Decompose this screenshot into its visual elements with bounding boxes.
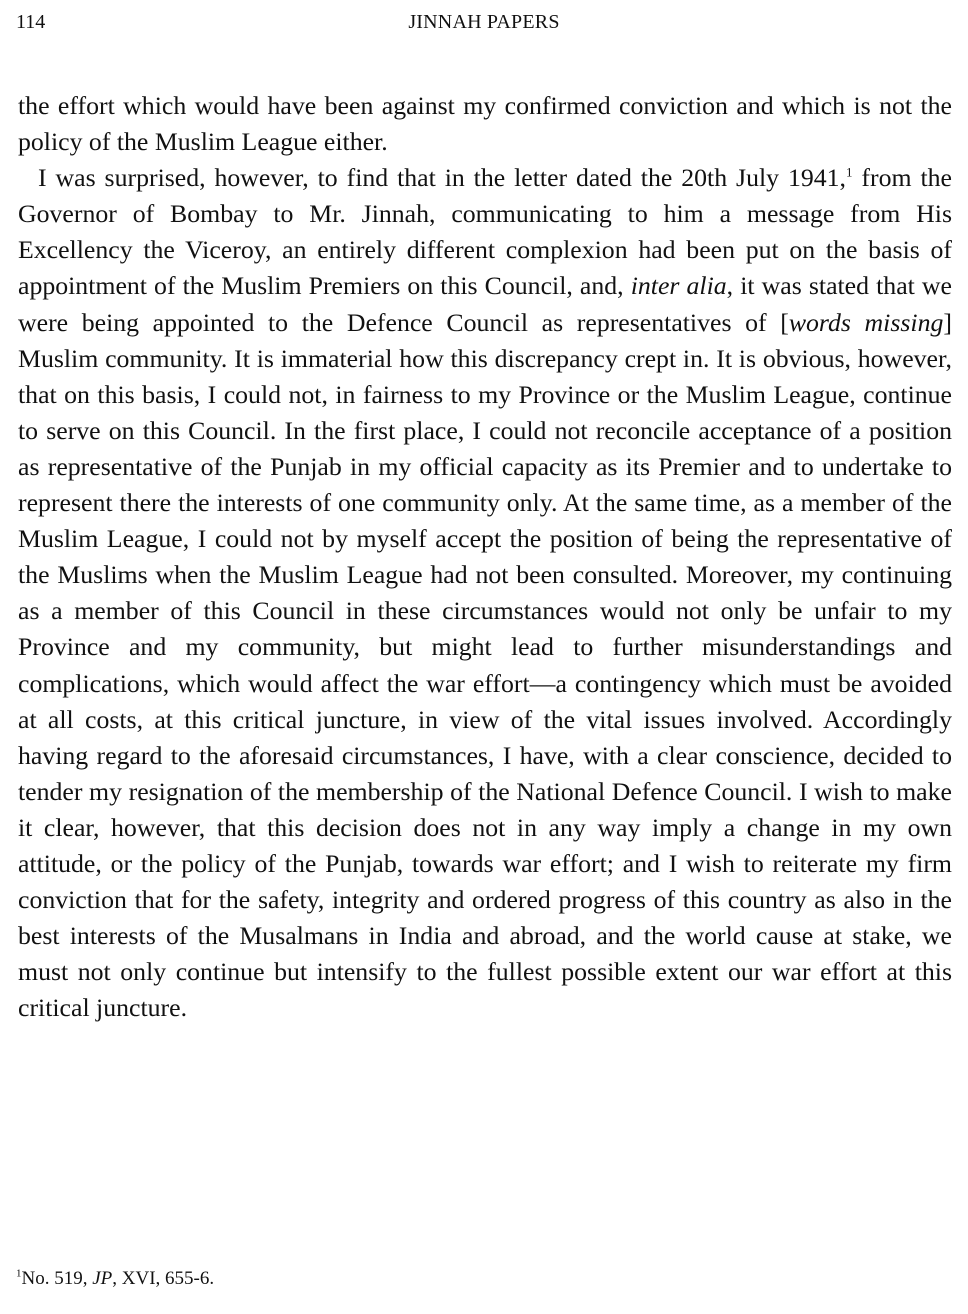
- footnote-reference[interactable]: 1: [846, 164, 853, 180]
- paragraph-text: I was surprised, however, to find that in the letter dated the 20th July 1941,: [38, 163, 846, 193]
- paragraph-text: ] Muslim community. It is immaterial how this discrepancy crept in. It is obvious, however, that on this basis, I could not, in fairness to my Province or the Muslim League, continue to serve on this Council. In the first place, I could not reconcile acceptance of a position as representative of the Punjab in my official capacity as its Premier and to undertake to represent there the interests of one community only. At the same time, as a member of the Muslim League, I could not by myself accept the position of being the representative of the Muslims when the Muslim League had not been consulted. Moreover, my continuing as a member of this Council in these circumstances would not only be unfair to my Province and my community, but might lead to further misunderstandings and complications, which would affect the war effort—a contingency which must be avoided at all costs, at this critical juncture, in view of the vital issues involved. Accordingly having regard to the aforesaid circumstances, I have, with a clear conscience, decided to tender my resignation of the membership of the National Defence Council. I wish to make it clear, however, that this decision does not in any way imply a change in my own attitude, or the policy of the Punjab, towards war effort; and I wish to reiterate my firm conviction that for the safety, integrity and ordered progress of this country as also in the best interests of the Musalmans in India and abroad, and the world cause at stake, we must not only continue but intensify to the fullest possible extent our war effort at this critical juncture.: [18, 307, 952, 1023]
- footnote-text: No. 519,: [21, 1268, 93, 1289]
- italic-phrase: words missing: [788, 307, 944, 337]
- paragraph-text: , it was stated that we were being appointed to the Defence Council as representatives of [: [18, 271, 952, 337]
- footnote-italic: JP: [92, 1268, 113, 1289]
- running-head: [16, 8, 952, 36]
- footnote-marker: 1: [16, 1267, 22, 1280]
- paragraph-text: from the Governor of Bombay to Mr. Jinnah, communicating to him a message from His Excellency the Viceroy, an entirely different complexion had been put on the basis of appointment of the Muslim Premiers on this Council, and,: [18, 163, 952, 301]
- paragraph-continued: the effort which would have been against my confirmed conviction and which is not the policy of the Muslim League either.: [18, 91, 952, 157]
- footnote-text: , XVI, 655-6.: [112, 1268, 215, 1289]
- italic-phrase: inter alia: [630, 271, 727, 301]
- running-title: JINNAH PAPERS: [408, 11, 560, 33]
- body-text: [18, 88, 952, 1026]
- paragraph-main: [18, 160, 952, 1026]
- footnote: [16, 1266, 950, 1292]
- page-number: 114: [16, 11, 46, 33]
